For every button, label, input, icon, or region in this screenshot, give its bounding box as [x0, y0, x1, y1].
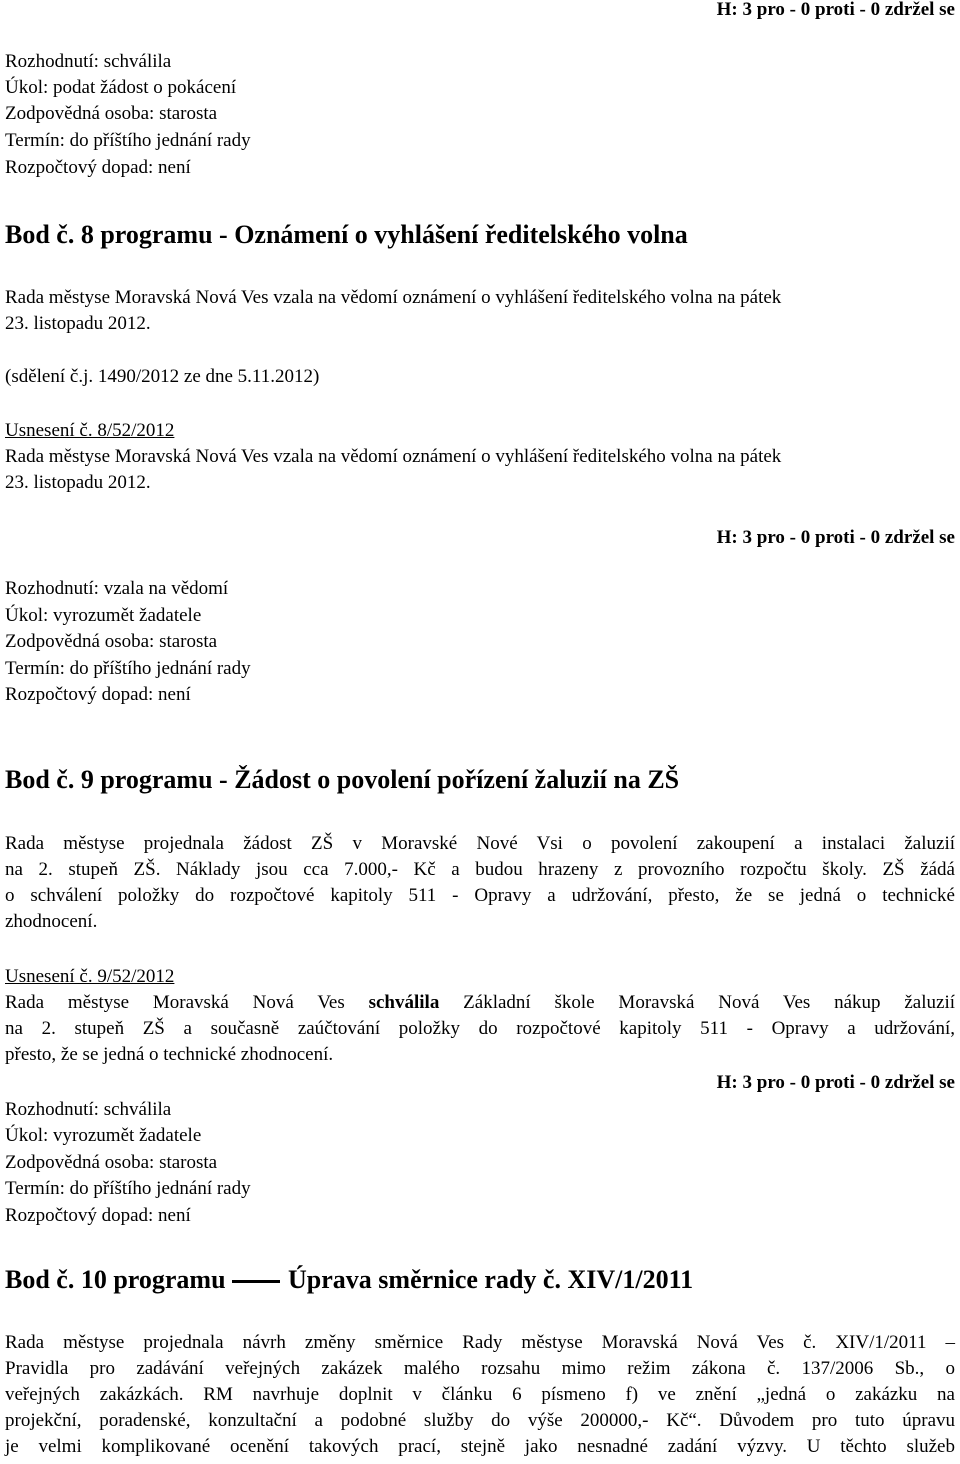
paragraph-line: na 2. stupeň ZŠ. Náklady jsou cca 7.000,- Kč a budou hrazeny z provozního rozpočtu školy. ZŠ žádá [5, 859, 955, 880]
vote-result: H: 3 pro - 0 proti - 0 zdržel se [716, 527, 955, 548]
decision-line: Rozhodnutí: schválila [5, 1099, 172, 1120]
section-heading-bod8: Bod č. 8 programu - Oznámení o vyhlášení ředitelského volna [5, 220, 688, 249]
resolution-label [5, 418, 174, 444]
section-heading-bod9: Bod č. 9 programu - Žádost o povolení pořízení žaluzií na ZŠ [5, 765, 680, 794]
budget-line: Rozpočtový dopad: není [5, 157, 191, 178]
paragraph-line: 23. listopadu 2012. [5, 313, 151, 334]
paragraph-line: projekční, poradenské, konzultační a podobné služby do výše 200000,- Kč“. Důvodem pro tuto úpravu [5, 1410, 955, 1431]
decision-line: Rozhodnutí: schválila [5, 51, 172, 72]
resolution-text-line [5, 990, 955, 1016]
paragraph-line: je velmi komplikované ocenění takových prací, stejně jako nesnadné zadání výzvy. U těchto služeb [5, 1436, 955, 1457]
vote-result: H: 3 pro - 0 proti - 0 zdržel se [716, 0, 955, 20]
deadline-line: Termín: do příštího jednání rady [5, 130, 251, 151]
resolution-text-line: na 2. stupeň ZŠ a současně zaúčtování položky do rozpočtové kapitoly 511 - Opravy a udržování, [5, 1018, 955, 1039]
task-line: Úkol: vyrozumět žadatele [5, 605, 202, 626]
responsible-line: Zodpovědná osoba: starosta [5, 103, 218, 124]
decision-line: Rozhodnutí: vzala na vědomí [5, 578, 229, 599]
resolution-text-line: přesto, že se jedná o technické zhodnocení. [5, 1044, 334, 1065]
responsible-line: Zodpovědná osoba: starosta [5, 1152, 218, 1173]
resolution-text-part: Rada městyse Moravská Nová Ves [5, 992, 345, 1013]
section-heading-bod10 [5, 1263, 693, 1297]
heading-dash [232, 1280, 280, 1283]
paragraph [5, 1330, 955, 1460]
paragraph-line: Rada městyse projednala žádost ZŠ v Moravské Nové Vsi o povolení zakoupení a instalaci žaluzií [5, 833, 955, 854]
resolution-verb: schválila [368, 992, 440, 1013]
deadline-line: Termín: do příštího jednání rady [5, 1178, 251, 1199]
budget-line: Rozpočtový dopad: není [5, 1205, 191, 1226]
vote-result: H: 3 pro - 0 proti - 0 zdržel se [716, 1072, 955, 1093]
responsible-line: Zodpovědná osoba: starosta [5, 631, 218, 652]
resolution-text [5, 990, 955, 1068]
paragraph-line: Rada městyse projednala návrh změny směrnice Rady městyse Moravská Nová Ves č. XIV/1/2011 – [5, 1332, 955, 1353]
paragraph-line: Pravidla pro zadávání veřejných zakázek malého rozsahu mimo režim zákona č. 137/2006 Sb., o [5, 1358, 955, 1379]
resolution-text-line: Rada městyse Moravská Nová Ves vzala na vědomí oznámení o vyhlášení ředitelského volna na pátek [5, 446, 782, 467]
task-line: Úkol: vyrozumět žadatele [5, 1125, 202, 1146]
task-line: Úkol: podat žádost o pokácení [5, 77, 237, 98]
paragraph [5, 831, 955, 935]
paragraph-line: zhodnocení. [5, 911, 98, 932]
resolution-text-line: 23. listopadu 2012. [5, 472, 151, 493]
resolution-text-part: Základní škole Moravská Nová Ves nákup žaluzií [463, 992, 956, 1013]
deadline-line: Termín: do příštího jednání rady [5, 658, 251, 679]
paragraph-line: o schválení položky do rozpočtové kapitoly 511 - Opravy a udržování, přesto, že se jedná o technické [5, 885, 955, 906]
resolution-label [5, 964, 174, 990]
budget-line: Rozpočtový dopad: není [5, 684, 191, 705]
resolution-label-text: Usnesení č. 8/52/2012 [5, 420, 175, 441]
resolution-label-text: Usnesení č. 9/52/2012 [5, 966, 175, 987]
paragraph-line: Rada městyse Moravská Nová Ves vzala na vědomí oznámení o vyhlášení ředitelského volna na pátek [5, 287, 782, 308]
paragraph-line: veřejných zakázkách. RM navrhuje doplnit v článku 6 písmeno f) ve znění „jedná o zakázku na [5, 1384, 955, 1405]
reference-line: (sdělení č.j. 1490/2012 ze dne 5.11.2012) [5, 366, 320, 387]
heading-part: Úprava směrnice rady č. XIV/1/2011 [288, 1265, 694, 1294]
heading-part: Bod č. 10 programu [5, 1265, 233, 1294]
